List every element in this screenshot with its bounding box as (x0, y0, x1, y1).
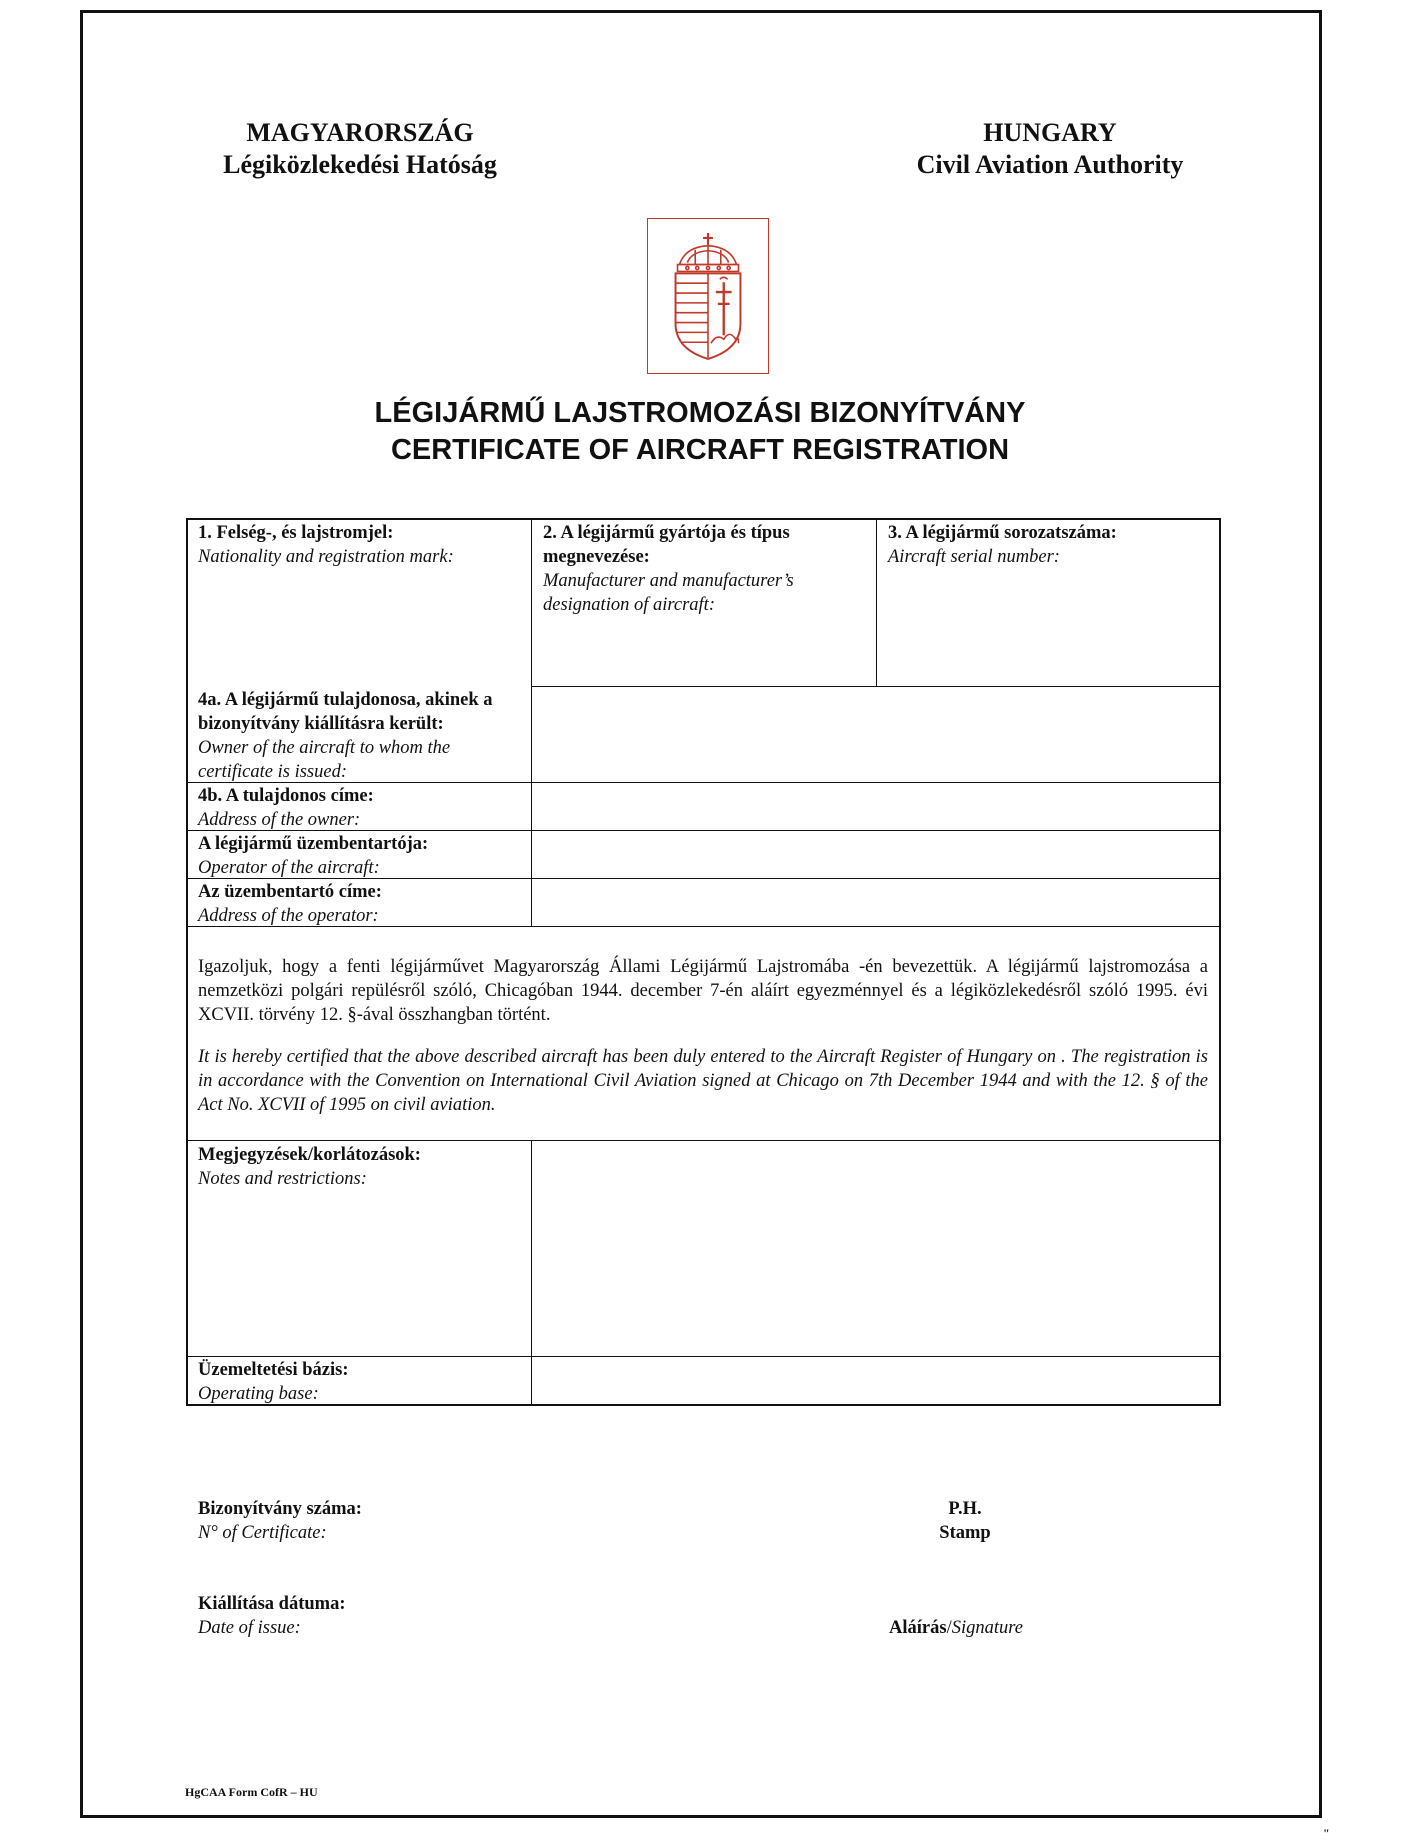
table-divider (531, 1140, 532, 1406)
field-operator (198, 832, 526, 880)
field-label-hu: Bizonyítvány száma: (198, 1499, 362, 1519)
signature-label-hu: Aláírás (889, 1618, 947, 1638)
signature-label-en: Signature (951, 1618, 1023, 1638)
field-registration-mark (198, 521, 526, 569)
field-label-hu: Üzemeltetési bázis: (198, 1360, 349, 1380)
field-label-en: N° of Certificate: (198, 1523, 327, 1543)
table-divider (876, 518, 877, 686)
field-label-hu: 4b. A tulajdonos címe: (198, 786, 374, 806)
field-label-en: Operating base: (198, 1384, 319, 1404)
certification-text-en: It is hereby certified that the above described aircraft has been duly entered to the Aircraft Register of Hungary on . The registration is in accordance with the Convention on International Civil Aviation signed at Chicago on 7th December 1944 and with the 12. § of the Act No. XCVII of 1995 on civil aviation. (198, 1047, 1208, 1115)
table-border-right (1219, 518, 1221, 1406)
field-label-hu: 3. A légijármű sorozatszáma: (888, 523, 1117, 543)
document-title (150, 395, 1250, 469)
certification-text-hu: Igazoljuk, hogy a fenti légijárművet Magyarország Állami Légijármű Lajstromába -én bevezettük. A légijármű lajstromozása a nemzetközi polgári repülésről szóló, Chicagóban 1944. december 7-én aláírt egyezménnyel és a légiközlekedésről szóló 1995. évi XCVII. törvény 12. §-ával összhangban történt. (198, 957, 1208, 1025)
form-identifier: HgCAA Form CofR – HU (185, 1785, 318, 1799)
field-label-en: Aircraft serial number: (888, 547, 1060, 567)
table-border-top (186, 518, 1221, 520)
authority-name-en: Civil Aviation Authority (916, 150, 1184, 179)
field-label-hu: Az üzembentartó címe: (198, 882, 382, 902)
field-label-hu: Megjegyzések/korlátozások: (198, 1145, 421, 1165)
field-label-en: Address of the operator: (198, 906, 379, 926)
field-label-en: Operator of the aircraft: (198, 858, 380, 878)
table-divider (186, 1356, 1221, 1357)
authority-name-hu: Légiközlekedési Hatóság (223, 150, 497, 179)
field-label-hu: 2. A légijármű gyártója és típus megnevezése: (543, 523, 790, 567)
field-serial-number (888, 521, 1213, 569)
field-label-hu: 1. Felség-, és lajstromjel: (198, 523, 394, 543)
field-label-en: Notes and restrictions: (198, 1169, 367, 1189)
coat-of-arms-icon (647, 218, 769, 374)
title-english: CERTIFICATE OF AIRCRAFT REGISTRATION (390, 434, 1010, 466)
field-label-en: Nationality and registration mark: (198, 547, 454, 567)
country-name-hu: MAGYARORSZÁG (246, 118, 474, 147)
field-manufacturer (543, 521, 871, 617)
table-divider (531, 518, 532, 926)
issuer-hungarian (190, 117, 530, 181)
field-label-hu: A légijármű üzembentartója: (198, 834, 429, 854)
field-label-hu: 4a. A légijármű tulajdonosa, akinek a bizonyítvány kiállításra került: (198, 690, 493, 734)
table-divider (531, 686, 1221, 687)
country-name-en: HUNGARY (983, 118, 1117, 147)
table-divider (186, 1140, 1221, 1141)
signature-separator: / (946, 1618, 952, 1638)
stamp-label-en: Stamp (939, 1523, 991, 1543)
field-label-en: Address of the owner: (198, 810, 361, 830)
field-label-en: Owner of the aircraft to whom the certificate is issued: (198, 738, 451, 782)
table-border-left (186, 518, 188, 1406)
field-label-en: Date of issue: (198, 1618, 301, 1638)
field-label-hu: Kiállítása dátuma: (198, 1594, 346, 1614)
field-operating-base (198, 1358, 526, 1406)
field-notes (198, 1143, 526, 1191)
corner-mark: " (1323, 1826, 1330, 1840)
title-hungarian: LÉGIJÁRMŰ LAJSTROMOZÁSI BIZONYÍTVÁNY (374, 397, 1026, 429)
issuer-english (880, 117, 1220, 181)
stamp-area (880, 1497, 1050, 1545)
signature-area (889, 1616, 1023, 1640)
field-owner (198, 688, 526, 784)
certificate-number (198, 1497, 362, 1545)
field-label-en: Manufacturer and manufacturer’s designation of aircraft: (543, 571, 794, 615)
field-operator-address (198, 880, 526, 928)
stamp-label-hu: P.H. (948, 1499, 982, 1519)
date-of-issue (198, 1592, 346, 1640)
field-owner-address (198, 784, 526, 832)
